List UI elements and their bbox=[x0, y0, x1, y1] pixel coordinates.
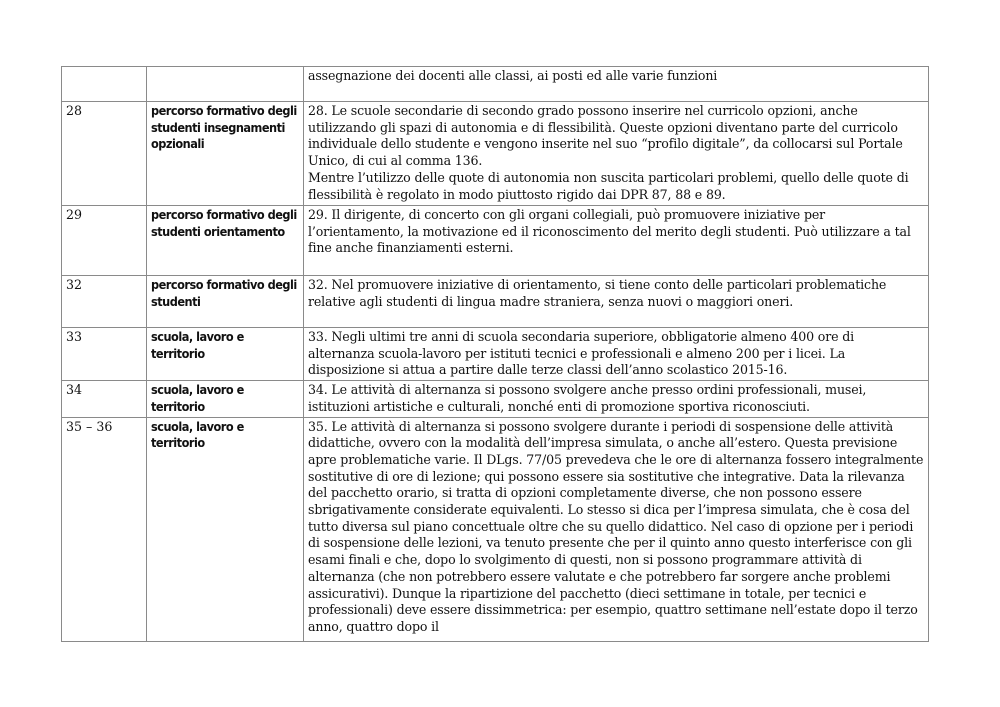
description-paragraph: 28. Le scuole secondarie di secondo grado possono inserire nel curricolo opzioni, anche utilizzando gli spazi di autonomia e di flessibilità. Queste opzioni diventano parte del curricolo individuale dello studente e vengono inserite nel suo “profilo digitale”, da collocarsi sul Portale Unico, di cui al comma 136. bbox=[308, 103, 903, 169]
description-paragraph: assegnazione dei docenti alle classi, ai posti ed alle varie funzioni bbox=[308, 68, 718, 83]
comma-number-cell bbox=[62, 67, 147, 102]
description-cell bbox=[304, 381, 929, 417]
topic-cell: scuola, lavoro e territorio bbox=[147, 381, 304, 417]
topic-cell: percorso formativo degli studenti insegnamenti opzionali bbox=[147, 102, 304, 206]
comma-number-cell: 34 bbox=[62, 381, 147, 417]
topic-cell: percorso formativo degli studenti orientamento bbox=[147, 206, 304, 276]
comma-number-cell: 33 bbox=[62, 328, 147, 381]
table-row bbox=[62, 102, 929, 206]
comma-number-cell: 29 bbox=[62, 206, 147, 276]
table-row bbox=[62, 206, 929, 276]
provisions-table bbox=[61, 66, 929, 642]
topic-cell bbox=[147, 67, 304, 102]
table-row bbox=[62, 417, 929, 641]
table-row bbox=[62, 67, 929, 102]
table-row bbox=[62, 328, 929, 381]
topic-cell: percorso formativo degli studenti bbox=[147, 276, 304, 328]
description-paragraph: 32. Nel promuovere iniziative di orientamento, si tiene conto delle particolari problematiche relative agli studenti di lingua madre straniera, senza nuovi o maggiori oneri. bbox=[308, 277, 887, 309]
description-paragraph: Mentre l’utilizzo delle quote di autonomia non suscita particolari problemi, quello delle quote di flessibilità è regolato in modo piuttosto rigido dai DPR 87, 88 e 89. bbox=[308, 169, 909, 202]
description-cell bbox=[304, 417, 929, 641]
table-row bbox=[62, 276, 929, 328]
description-cell bbox=[304, 67, 929, 102]
comma-number-cell: 35 – 36 bbox=[62, 417, 147, 641]
description-paragraph: 35. Le attività di alternanza si possono svolgere durante i periodi di sospensione delle attività didattiche, ovvero con la modalità dell’impresa simulata, o anche all’estero. Questa previsione apre problematiche varie. Il DLgs. 77/05 prevedeva che le ore di alternanza fossero integralmente sostitutive di ore di lezione; qui possono essere sia sostitutive che integrative. Data la rilevanza del pacchetto orario, si tratta di opzioni completamente diverse, che non possono essere sbrigativamente considerate equivalenti. Lo stesso si dica per l’impresa simulata, che è cosa del tutto diversa sul piano concettuale oltre che su quello didattico. Nel caso di opzione per i periodi di sospensione delle lezioni, va tenuto presente che per il quinto anno questo interferisce con gli esami finali e che, dopo lo svolgimento di questi, non si possono programmare attività di alternanza (che non potrebbero essere valutate e che potrebbero far sorgere anche problemi assicurativi). Dunque la ripartizione del pacchetto (dieci settimane in totale, per tecnici e professionali) deve essere dissimmetrica: per esempio, quattro settimane nell’estate dopo il terzo anno, quattro dopo il bbox=[308, 418, 924, 634]
description-cell bbox=[304, 328, 929, 381]
topic-cell: scuola, lavoro e territorio bbox=[147, 417, 304, 641]
comma-number-cell: 28 bbox=[62, 102, 147, 206]
description-cell bbox=[304, 276, 929, 328]
description-paragraph: 33. Negli ultimi tre anni di scuola secondaria superiore, obbligatorie almeno 400 ore di alternanza scuola-lavoro per istituti tecnici e professionali e almeno 200 per i licei. La disposizione si attua a partire dalle terze classi dell’anno scolastico 2015-16. bbox=[308, 329, 855, 378]
table-row bbox=[62, 381, 929, 417]
topic-cell: scuola, lavoro e territorio bbox=[147, 328, 304, 381]
comma-number-cell: 32 bbox=[62, 276, 147, 328]
description-paragraph: 34. Le attività di alternanza si possono svolgere anche presso ordini professionali, musei, istituzioni artistiche e culturali, nonché enti di promozione sportiva riconosciuti. bbox=[308, 382, 867, 414]
description-paragraph: 29. Il dirigente, di concerto con gli organi collegiali, può promuovere iniziative per l’orientamento, la motivazione ed il riconoscimento del merito degli studenti. Può utilizzare a tal fine anche finanziamenti esterni. bbox=[308, 207, 911, 256]
description-cell bbox=[304, 206, 929, 276]
description-cell bbox=[304, 102, 929, 206]
